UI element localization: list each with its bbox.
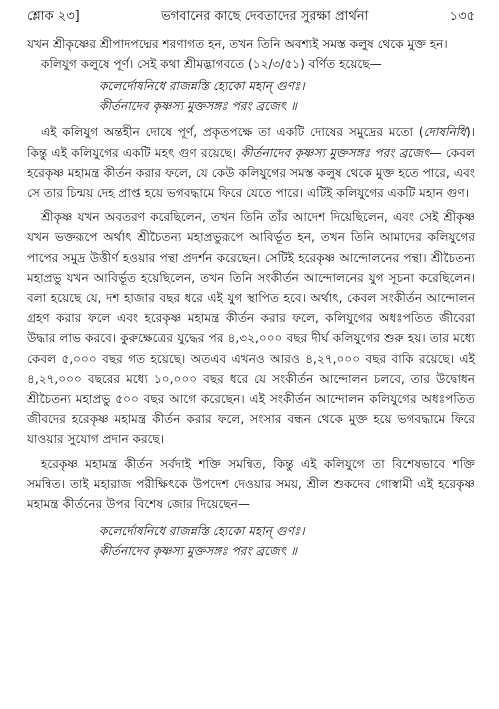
verse-line: কলের্দোষনিধে রাজন্নস্তি হ্যেকো মহান্ গুণঃ। bbox=[99, 79, 305, 94]
sanskrit-verse-top bbox=[27, 77, 475, 116]
verse-line: কলের্দোষনিধে রাজন্নস্তি হ্যেকো মহান্ গুণঃ। bbox=[99, 524, 305, 539]
paragraph-kali-yuga-quality bbox=[27, 122, 475, 203]
chapter-running-title: ভগবানের কাছে দেবতাদের সুরক্ষা প্রার্থনা bbox=[161, 9, 369, 24]
emphasized-quote: কীর্তনাদেব কৃষ্ণস্য মুক্তসঙ্গঃ পরং ব্রজেৎ bbox=[240, 145, 430, 160]
paragraph-sankirtana-movement: শ্রীকৃষ্ণ যখন অবতরণ করেছিলেন, তখন তিনি তাঁর আদেশ দিয়েছিলেন, এবং সেই শ্রীকৃষ্ণ যখন ভক্তরূপে অর্থাৎ শ্রীচৈতন্য মহাপ্রভুরূপে আবির্ভূত হন, তখন তিনি আমাদের কলিযুগের পাপের সমুদ্র উত্তীর্ণ হওয়ার পন্থা প্রদর্শন করেছেন। সেটিই হরেকৃষ্ণ আন্দোলনের পন্থা। শ্রীচৈতন্য মহাপ্রভু যখন আবির্ভূত হয়েছিলেন, তখন তিনি সংকীর্তন আন্দোলনের যুগ সূচনা করেছিলেন। বলা হয়েছে যে, দশ হাজার বছর ধরে এই যুগ স্থাপিত হবে। অর্থাৎ, কেবল সংকীর্তন আন্দোলন গ্রহণ করার ফলে এবং হরেকৃষ্ণ মহামন্ত্র কীর্তন করার ফলে, কলিযুগের অধঃপতিত জীবেরা উদ্ধার লাভ করবে। কুরুক্ষেত্রের যুদ্ধের পর ৪,৩২,০০০ বছর দীর্ঘ কলিযুগের শুরু হয়। তার মধ্যে কেবল ৫,০০০ বছর গত হয়েছে। অতএব এখনও আরও ৪,২৭,০০০ বছর বাকি রয়েছে। এই ৪,২৭,০০০ বছরের মধ্যে ১০,০০০ বছর ধরে যে সংকীর্তন আন্দোলন চলবে, তার উদ্বোধন শ্রীচৈতন্য মহাপ্রভু ৫০০ বছর আগে করেছেন। এই সংকীর্তন আন্দোলন কলিযুগের অধঃপতিত জীবদের হরেকৃষ্ণ মহামন্ত্র কীর্তন করার ফলে, সংসার বন্ধন থেকে মুক্ত হয়ে ভগবদ্ধামে ফিরে যাওয়ার সুযোগ প্রদান করছে। bbox=[27, 210, 475, 447]
text-segment: এই কলিযুগ অন্তহীন দোষে পূর্ণ, প্রকৃতপক্ষে তা একটি দোষের সমুদ্রের মতো ( bbox=[41, 125, 424, 140]
text-segment: — কেবল হরেকৃষ্ণ মহামন্ত্র কীর্তন করার ফলে, যে কেউ কলিযুগের সমস্ত কলুষ থেকে মুক্ত হতে পারে, এবং সে তার চিন্ময় দেহ প্রাপ্ত হয়ে ভগবদ্ধামে ফিরে যেতে পারে। এটিই কলিযুগের একটি মহান গুণ। bbox=[27, 145, 475, 201]
sanskrit-verse-bottom bbox=[27, 522, 475, 561]
verse-line: কীর্তনাদেব কৃষ্ণস্য মুক্তসঙ্গঃ পরং ব্রজেৎ ॥ bbox=[99, 543, 297, 558]
paragraph-continuation: যখন শ্রীকৃষ্ণের শ্রীপাদপদ্মের শরণাগত হন, তখন তিনি অবশ্যই সমস্ত কলুষ থেকে মুক্ত হন। bbox=[27, 37, 448, 51]
page-number: ১৩৫ bbox=[449, 9, 475, 24]
verse-reference: শ্লোক ২৩] bbox=[27, 9, 80, 24]
paragraph-mahamantra-potency: হরেকৃষ্ণ মহামন্ত্র কীর্তন সর্বদাই শক্তি সমন্বিত, কিন্তু এই কলিযুগে তা বিশেষভাবে শক্তি সমন্বিত। তাই মহারাজ পরীক্ষিৎকে উপদেশ দেওয়ার সময়, শ্রীল শুকদেব গোস্বামী এই হরেকৃষ্ণ মহামন্ত্র কীর্তনের উপর বিশেষ জোর দিয়েছেন— bbox=[27, 456, 475, 512]
emphasized-term: দোষনিধি bbox=[423, 125, 466, 140]
text-segment: )। কিন্তু এই কলিযুগের একটি মহৎ গুণ রয়েছে। bbox=[27, 125, 475, 160]
paragraph-kali-yuga-intro: কলিযুগ কলুষে পূর্ণ। সেই কথা শ্রীমদ্ভাগবতে (১২/৩/৫১) বর্ণিত হয়েছে— bbox=[41, 57, 382, 72]
book-page bbox=[27, 8, 475, 703]
running-header bbox=[27, 8, 475, 28]
verse-line: কীর্তনাদেব কৃষ্ণস্য মুক্তসঙ্গঃ পরং ব্রজেৎ ॥ bbox=[99, 98, 297, 113]
